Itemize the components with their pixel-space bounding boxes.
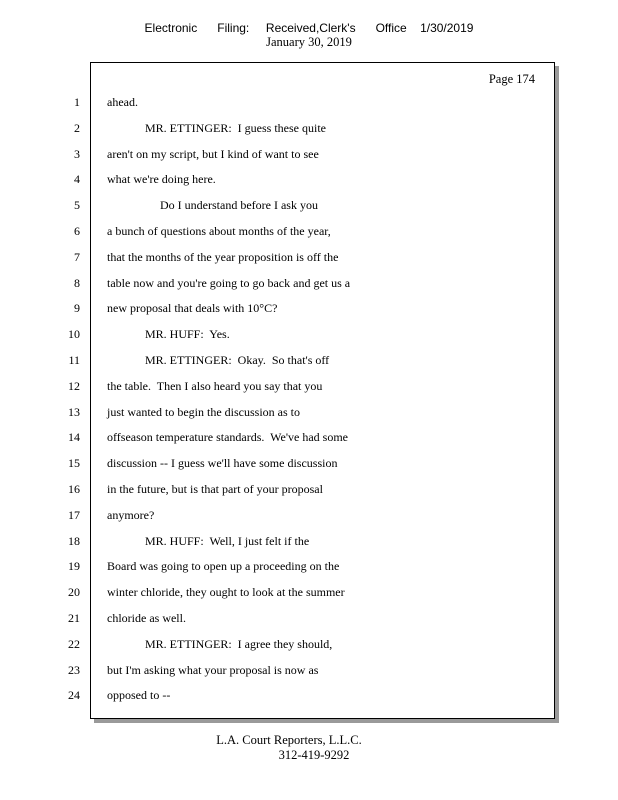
- court-reporter-name: L.A. Court Reporters, L.L.C.: [216, 733, 362, 747]
- filing-date: 1/30/2019: [420, 21, 474, 35]
- line-number: 19: [68, 559, 80, 574]
- transcript-line-text: just wanted to begin the discussion as to: [107, 404, 300, 419]
- line-number: 23: [68, 662, 80, 677]
- transcript-line-text: MR. ETTINGER: Okay. So that's off: [145, 353, 330, 367]
- court-reporter-phone: 312-419-9292: [278, 748, 350, 762]
- electronic-filing-stamp: [0, 21, 618, 35]
- transcript-line-text: MR. HUFF: Yes.: [145, 327, 230, 342]
- transcript-line-text: offseason temperature standards. We've had some: [107, 430, 349, 445]
- line-number: 11: [68, 353, 80, 367]
- page-number: Page 174: [488, 72, 535, 86]
- line-number: 21: [68, 611, 80, 625]
- line-number: 6: [74, 224, 80, 238]
- transcript-line-text: in the future, but is that part of your proposal: [107, 482, 323, 496]
- line-number: 4: [74, 172, 80, 187]
- transcript-line-text: aren't on my script, but I kind of want to see: [107, 146, 319, 161]
- transcript-line-text: new proposal that deals with 10°C?: [107, 301, 278, 316]
- line-number: 2: [74, 120, 80, 135]
- line-number: 20: [68, 585, 80, 600]
- transcript-line-text: but I'm asking what your proposal is now as: [107, 662, 319, 677]
- transcript-line-text: MR. HUFF: Well, I just felt if the: [145, 533, 310, 548]
- line-number: 1: [74, 95, 80, 109]
- filing-word-electronic: Electronic: [144, 21, 198, 35]
- transcript-line-text: MR. ETTINGER: I guess these quite: [145, 120, 326, 135]
- transcript-line-text: what we're doing here.: [107, 172, 216, 187]
- transcript-line-text: the table. Then I also heard you say that you: [107, 378, 323, 393]
- line-number: 18: [68, 533, 80, 548]
- filing-word-filing: Filing:: [217, 21, 250, 35]
- line-number: 10: [68, 327, 80, 342]
- line-number: 17: [68, 507, 80, 522]
- transcript-line-text: chloride as well.: [107, 611, 186, 625]
- line-number: 14: [68, 430, 80, 445]
- transcript-line-text: a bunch of questions about months of the year,: [107, 224, 331, 238]
- transcript-line-text: Do I understand before I ask you: [160, 198, 318, 213]
- transcript-line-text: ahead.: [107, 95, 138, 109]
- filing-word-office: Office: [375, 21, 407, 35]
- line-number: 7: [74, 249, 80, 264]
- filing-word-received-clerks: Received,Clerk's: [265, 21, 356, 35]
- transcript-line-text: anymore?: [107, 507, 155, 522]
- line-number: 3: [74, 146, 80, 161]
- transcript-line-text: table now and you're going to go back and get us a: [107, 275, 351, 290]
- line-number: 22: [68, 636, 80, 651]
- document-date: January 30, 2019: [266, 35, 352, 49]
- line-number: 12: [68, 378, 80, 393]
- line-number: 8: [74, 275, 80, 290]
- transcript-line-text: that the months of the year proposition is off the: [107, 249, 339, 264]
- line-number: 13: [68, 404, 80, 419]
- transcript-line-text: Board was going to open up a proceeding on the: [107, 559, 340, 574]
- transcript-line-text: MR. ETTINGER: I agree they should,: [145, 636, 333, 651]
- transcript-line-text: winter chloride, they ought to look at the summer: [107, 585, 345, 600]
- line-number: 24: [68, 688, 80, 703]
- transcript-line-text: discussion -- I guess we'll have some discussion: [107, 456, 338, 471]
- line-number: 16: [68, 482, 80, 496]
- line-number: 15: [68, 456, 80, 471]
- transcript-line-text: opposed to --: [107, 688, 171, 703]
- line-number: 5: [74, 198, 80, 213]
- line-number: 9: [74, 301, 80, 316]
